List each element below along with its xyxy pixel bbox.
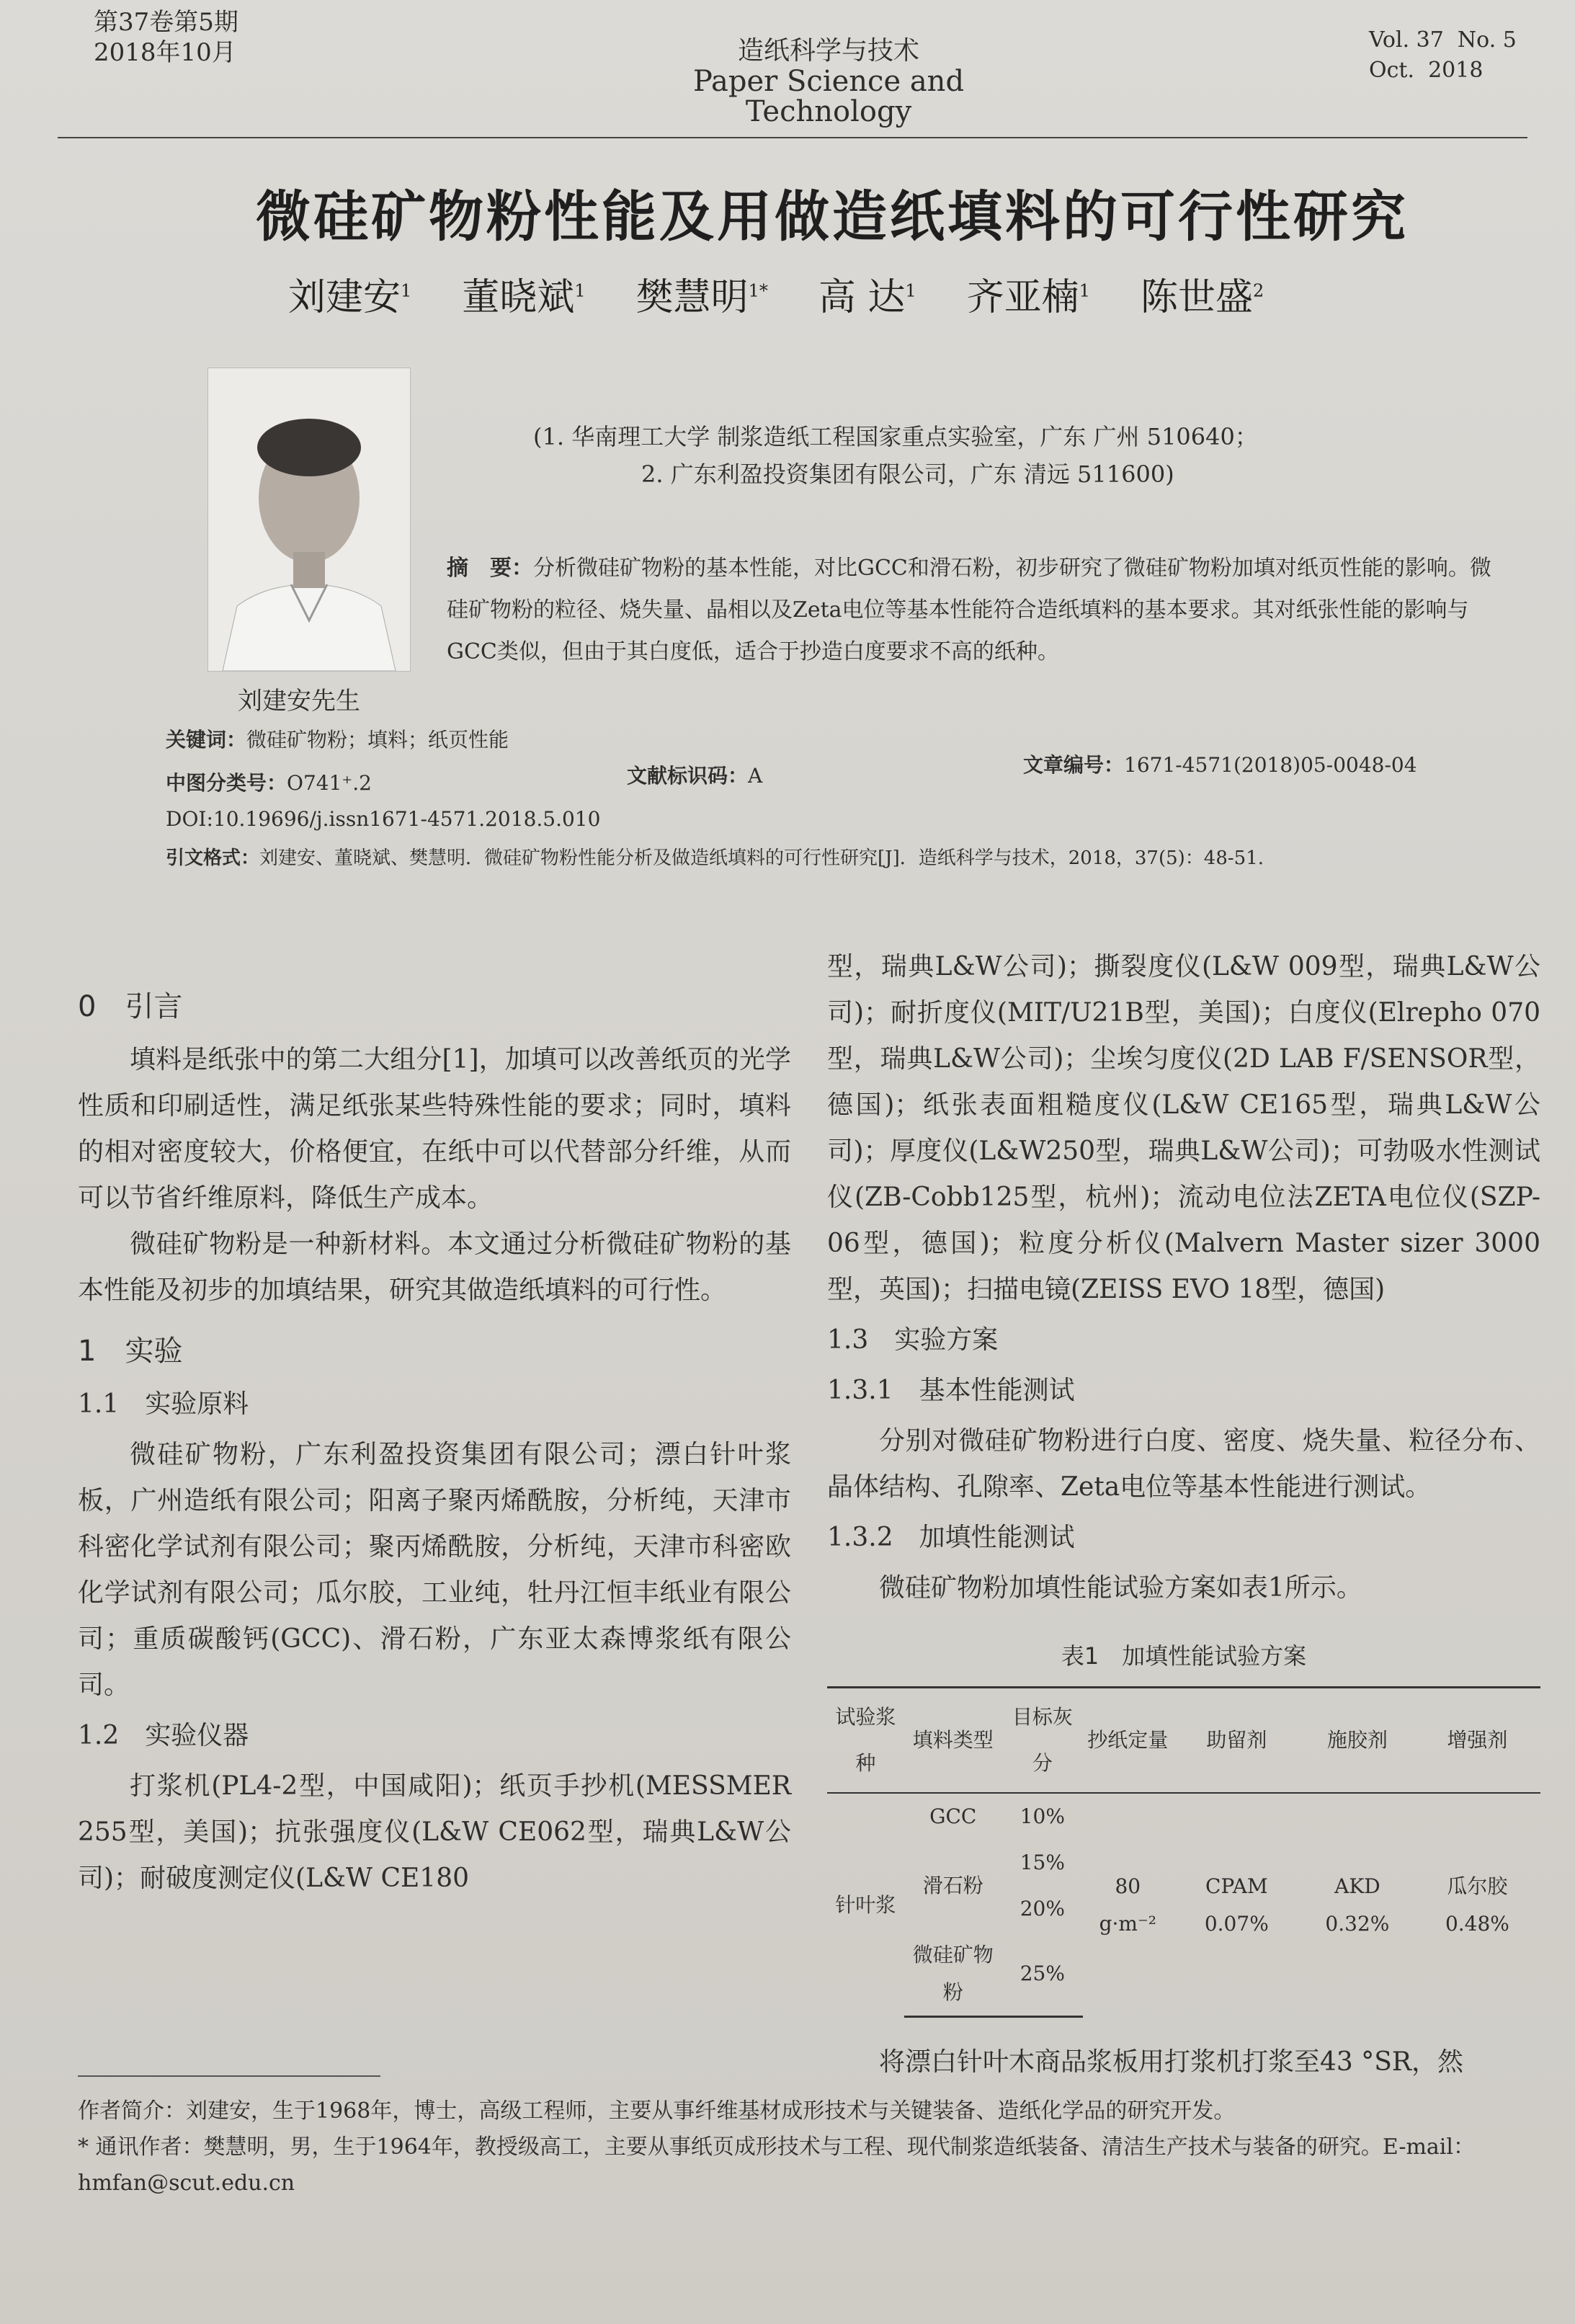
section-intro-heading: 0 引言 — [78, 990, 183, 1023]
filling-test-paragraph: 微硅矿物粉加填性能试验方案如表1所示。 — [879, 1573, 1362, 1603]
doi: DOI:10.19696/j.issn1671-4571.2018.5.010 — [166, 807, 601, 831]
section-experiment-heading: 1 实验 — [78, 1335, 183, 1368]
table-header-cell: 填料类型 — [904, 1688, 1002, 1794]
table-cell-filler: GCC — [929, 1804, 977, 1828]
table-cell-ash: 20% — [1019, 1897, 1065, 1920]
author-name: 刘建安$^1$ — [288, 276, 412, 319]
author-photo — [208, 368, 411, 672]
header-journal: 造纸科学与技术 Paper Science and Technology — [692, 36, 965, 128]
header-volume-en: Vol. 37 No. 5 Oct. 2018 — [1369, 27, 1517, 83]
author-list — [288, 267, 1441, 321]
table-cell-ash: 25% — [1002, 1932, 1083, 2017]
keywords: 关键词：微硅矿物粉；填料；纸页性能 — [166, 728, 509, 752]
abstract: 摘 要：分析微硅矿物粉的基本性能，对比GCC和滑石粉，初步研究了微硅矿物粉加填对纸页性能的影响。微硅矿物粉的粒径、烧失量、晶相以及Zeta电位等基本性能符合造纸填料的基本要求。其对纸张性能的影响与GCC类似，但由于其白度低，适合于抄造白度要求不高的纸种。 — [447, 556, 1491, 664]
basic-test-paragraph: 分别对微硅矿物粉进行白度、密度、烧失量、粒径分布、晶体结构、孔隙率、Zeta电位等基本性能进行测试。 — [827, 1426, 1540, 1502]
table-header-cell: 增强剂 — [1414, 1688, 1540, 1794]
clc-number: 中图分类号：O741⁺.2 — [166, 771, 372, 795]
filling-scheme-table — [827, 1686, 1540, 2018]
table-cell-filler: 微硅矿物粉 — [904, 1932, 1002, 2017]
header-rule — [58, 137, 1527, 138]
subsection-instruments-heading: 1.2 实验仪器 — [78, 1721, 249, 1750]
subsubsection-basic-heading: 1.3.1 基本性能测试 — [827, 1376, 1075, 1405]
table-header-cell: 试验浆种 — [827, 1688, 904, 1794]
table-header-cell: 施胶剂 — [1300, 1688, 1414, 1794]
photo-caption: 刘建安先生 — [238, 687, 360, 716]
table-cell-strength: 瓜尔胶 0.48% — [1445, 1874, 1509, 1936]
header-volume-cn: 第37卷第5期 2018年10月 — [94, 8, 238, 67]
table-row — [827, 1793, 1540, 1840]
citation: 引文格式：刘建安、董晓斌、樊慧明．微硅矿物粉性能分析及做造纸填料的可行性研究[J]．造纸科学与技术，2018，37(5)：48-51. — [166, 847, 1264, 869]
table-header-cell: 目标灰分 — [1002, 1688, 1083, 1794]
table-cell-ash: 10% — [1019, 1804, 1065, 1828]
document-code: 文献标识码：A — [627, 764, 763, 788]
table-cell-sizing: AKD 0.32% — [1325, 1874, 1390, 1936]
right-column — [827, 944, 1540, 2085]
instruments-paragraph-cont: 型，瑞典L&W公司)；撕裂度仪(L&W 009型，瑞典L&W公司)；耐折度仪(MIT/U21B型，美国)；白度仪(Elrepho 070型，瑞典L&W公司)；尘埃匀度仪(2D LAB F/SENSOR型，德国)；纸张表面粗糙度仪(L&W CE165型，瑞典L&W公司)；厚度仪(L&W250型，瑞典L&W公司)；可勃吸水性测试仪(ZB-Cobb125型，杭州)；流动电位法ZETA电位仪(SZP-06型，德国)；粒度分析仪(Malvern Master sizer 3000型，英国)；扫描电镜(ZEISS EVO 18型，德国) — [827, 952, 1540, 1304]
table-cell-filler: 滑石粉 — [922, 1874, 983, 1897]
table-cell-pulp: 针叶浆 — [835, 1892, 896, 1917]
footnotes — [78, 2093, 1519, 2201]
left-column — [78, 969, 791, 1902]
table-cell-retention: CPAM 0.07% — [1204, 1874, 1269, 1936]
intro-paragraph-1: 填料是纸张中的第二大组分[1]，加填可以改善纸页的光学性质和印刷适性，满足纸张某些特殊性能的要求；同时，填料的相对密度较大，价格便宜，在纸中可以代替部分纤维，从而可以节省纤维原料，降低生产成本。 — [78, 1045, 791, 1213]
instruments-paragraph: 打浆机(PL4-2型，中国咸阳)；纸页手抄机(MESSMER 255型，美国)；抗张强度仪(L&W CE062型，瑞典L&W公司)；耐破度测定仪(L&W CE180 — [78, 1771, 791, 1893]
table-header-cell: 抄纸定量 — [1083, 1688, 1173, 1794]
paper-title: 微硅矿物粉性能及用做造纸填料的可行性研究 — [256, 184, 1409, 249]
table-cell-basis-weight: 80 g·m⁻² — [1099, 1874, 1156, 1936]
author-name: 樊慧明$^{1*}$ — [635, 276, 768, 319]
author-name: 董晓斌$^1$ — [462, 276, 586, 319]
table-cell-ash: 15% — [1019, 1851, 1065, 1874]
author-name: 高 达$^1$ — [818, 276, 916, 319]
article-number: 文章编号：1671-4571(2018)05-0048-04 — [1023, 753, 1417, 777]
intro-paragraph-2: 微硅矿物粉是一种新材料。本文通过分析微硅矿物粉的基本性能及初步的加填结果，研究其做造纸填料的可行性。 — [78, 1229, 791, 1305]
table-header-row — [827, 1688, 1540, 1794]
table-caption: 表1 加填性能试验方案 — [1061, 1642, 1307, 1670]
affiliations: (1. 华南理工大学 制浆造纸工程国家重点实验室，广东 广州 510640； 2. 广东利盈投资集团有限公司，广东 清远 511600) — [533, 423, 1258, 488]
procedure-paragraph: 将漂白针叶木商品浆板用打浆机打浆至43 °SR，然 — [879, 2047, 1464, 2077]
footnote-rule — [78, 2075, 380, 2077]
author-name: 齐亚楠$^1$ — [966, 276, 1090, 319]
author-bio: 作者简介：刘建安，生于1968年，博士，高级工程师，主要从事纤维基材成形技术与关键装备、造纸化学品的研究开发。 — [78, 2098, 1236, 2124]
subsection-materials-heading: 1.1 实验原料 — [78, 1389, 249, 1419]
author-name: 陈世盛$^2$ — [1141, 276, 1264, 319]
corresponding-author: * 通讯作者：樊慧明，男，生于1964年，教授级高工，主要从事纸页成形技术与工程、现代制浆造纸装备、清洁生产技术与装备的研究。E-mail：hmfan@scut.edu.cn — [78, 2134, 1475, 2196]
materials-paragraph: 微硅矿物粉，广东利盈投资集团有限公司；漂白针叶浆板，广州造纸有限公司；阳离子聚丙烯酰胺，分析纯，天津市科密化学试剂有限公司；聚丙烯酰胺，分析纯，天津市科密欧化学试剂有限公司；瓜尔胶，工业纯，牡丹江恒丰纸业有限公司；重质碳酸钙(GCC)、滑石粉，广东亚太森博浆纸有限公司。 — [78, 1440, 791, 1700]
table-header-cell: 助留剂 — [1173, 1688, 1300, 1794]
subsection-scheme-heading: 1.3 实验方案 — [827, 1325, 999, 1355]
subsubsection-filling-heading: 1.3.2 加填性能测试 — [827, 1523, 1075, 1552]
